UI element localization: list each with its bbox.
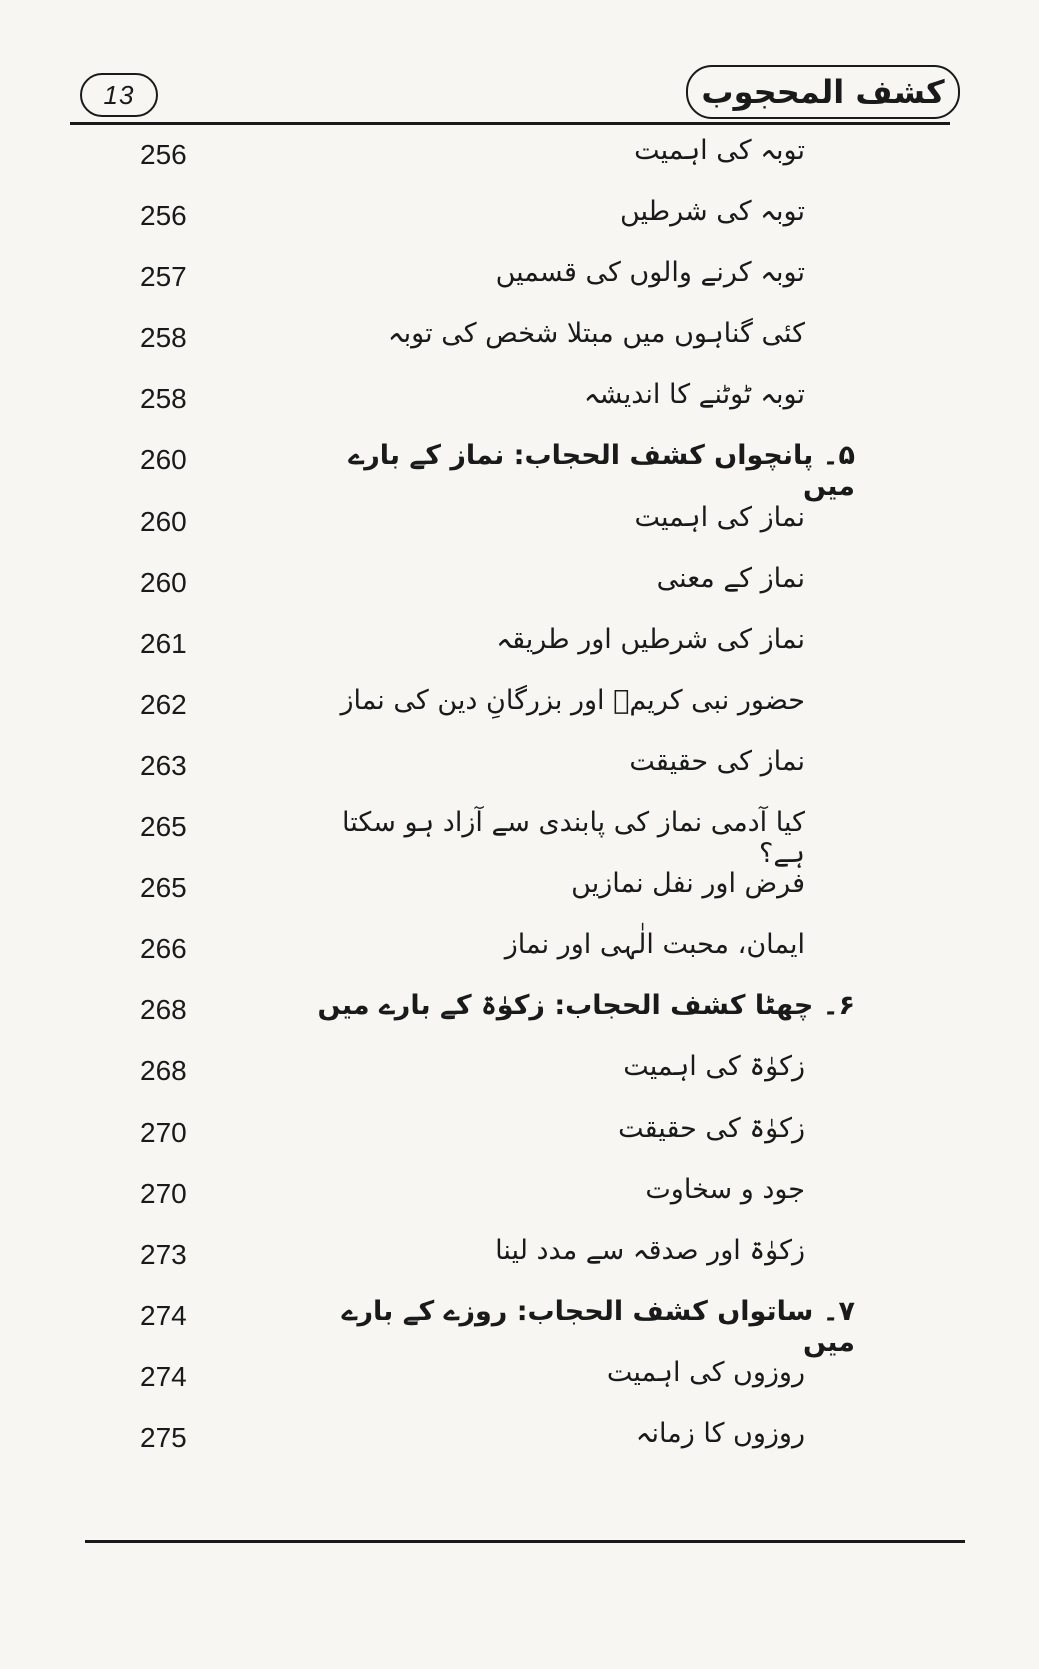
toc-entry bbox=[0, 1164, 1039, 1225]
toc-entry-title: توبہ کی شرطیں bbox=[619, 196, 805, 228]
toc-entry bbox=[0, 1041, 1039, 1102]
toc-entry bbox=[0, 1347, 1039, 1408]
toc-entry-title: کئی گناہوں میں مبتلا شخص کی توبہ bbox=[387, 318, 805, 350]
toc-entry bbox=[0, 1103, 1039, 1164]
toc-section-heading bbox=[0, 430, 1039, 503]
toc-entry bbox=[0, 797, 1039, 870]
toc-page-number: 260 bbox=[140, 566, 187, 598]
toc-page-number: 257 bbox=[140, 261, 187, 293]
page-number: 13 bbox=[80, 73, 158, 117]
toc-entry-title: نماز کی شرطیں اور طریقہ bbox=[496, 623, 805, 655]
toc-page-number: 260 bbox=[140, 505, 187, 537]
page-header bbox=[70, 65, 960, 127]
toc-page-number: 268 bbox=[140, 1055, 187, 1087]
toc-page-number: 274 bbox=[140, 1299, 187, 1331]
toc-entry bbox=[0, 675, 1039, 736]
toc-page-number: 275 bbox=[140, 1421, 187, 1453]
toc-entry bbox=[0, 858, 1039, 919]
toc-entry-title: نماز کی حقیقت bbox=[629, 745, 805, 777]
toc-entry-title: روزوں کی اہمیت bbox=[606, 1356, 805, 1388]
toc-entry bbox=[0, 919, 1039, 980]
toc-entry bbox=[0, 247, 1039, 308]
toc-entry-title: زکوٰۃ کی اہمیت bbox=[623, 1051, 805, 1083]
toc-page-number: 270 bbox=[140, 1116, 187, 1148]
toc-section-heading bbox=[0, 980, 1039, 1041]
toc-page-number: 270 bbox=[140, 1177, 187, 1209]
toc-page-number: 258 bbox=[140, 322, 187, 354]
toc-entry-title: فرض اور نفل نمازیں bbox=[571, 868, 805, 900]
toc-entry bbox=[0, 1408, 1039, 1469]
toc-entry bbox=[0, 186, 1039, 247]
toc-entry-title: ۶۔ چھٹا کشف الحجاب: زکوٰۃ کے بارے میں bbox=[317, 990, 855, 1022]
toc-entry-title: توبہ کرنے والوں کی قسمیں bbox=[495, 257, 805, 289]
toc-entry bbox=[0, 736, 1039, 797]
toc-page-number: 273 bbox=[140, 1238, 187, 1270]
toc-section-heading bbox=[0, 1286, 1039, 1358]
toc-entry bbox=[0, 369, 1039, 430]
toc-entry-title: زکوٰۃ اور صدقہ سے مدد لینا bbox=[495, 1234, 805, 1266]
toc-entry-title: حضور نبی کریمؐ اور بزرگانِ دین کی نماز bbox=[340, 684, 805, 716]
toc-entry-title: ۵۔ پانچواں کشف الحجاب: نماز کے بارے میں bbox=[348, 440, 855, 503]
toc-entry bbox=[0, 614, 1039, 675]
toc-page-number: 261 bbox=[140, 627, 187, 659]
toc-entry-title: نماز کی اہمیت bbox=[634, 501, 805, 533]
toc-page-number: 262 bbox=[140, 688, 187, 720]
toc-entry bbox=[0, 308, 1039, 369]
toc-entry-title: کیا آدمی نماز کی پابندی سے آزاد ہو سکتا ہے؟ bbox=[341, 807, 805, 870]
book-title: کشف المحجوب bbox=[686, 65, 960, 119]
toc-page-number: 268 bbox=[140, 994, 187, 1026]
toc-page-number: 265 bbox=[140, 811, 187, 843]
toc-entry bbox=[0, 1225, 1039, 1286]
toc-page-number: 260 bbox=[140, 444, 187, 476]
table-of-contents bbox=[0, 125, 1039, 1469]
toc-entry-title: توبہ کی اہمیت bbox=[634, 135, 805, 166]
toc-entry-title: ایمان، محبت الٰہی اور نماز bbox=[504, 929, 805, 961]
footer-divider bbox=[85, 1540, 965, 1543]
toc-entry-title: ۷۔ ساتواں کشف الحجاب: روزے کے بارے میں bbox=[341, 1295, 855, 1358]
toc-entry-title: نماز کے معنی bbox=[656, 562, 805, 594]
toc-page-number: 265 bbox=[140, 872, 187, 904]
toc-entry bbox=[0, 125, 1039, 186]
toc-entry-title: روزوں کا زمانہ bbox=[635, 1417, 805, 1449]
toc-page-number: 274 bbox=[140, 1360, 187, 1392]
toc-page-number: 266 bbox=[140, 933, 187, 965]
toc-page-number: 256 bbox=[140, 139, 187, 170]
toc-entry-title: زکوٰۃ کی حقیقت bbox=[618, 1112, 805, 1144]
toc-page-number: 256 bbox=[140, 200, 187, 232]
toc-entry-title: توبہ ٹوٹنے کا اندیشہ bbox=[583, 379, 805, 411]
toc-entry bbox=[0, 553, 1039, 614]
toc-entry-title: جود و سخاوت bbox=[645, 1173, 805, 1205]
toc-page-number: 258 bbox=[140, 383, 187, 415]
toc-page-number: 263 bbox=[140, 749, 187, 781]
toc-entry bbox=[0, 492, 1039, 553]
